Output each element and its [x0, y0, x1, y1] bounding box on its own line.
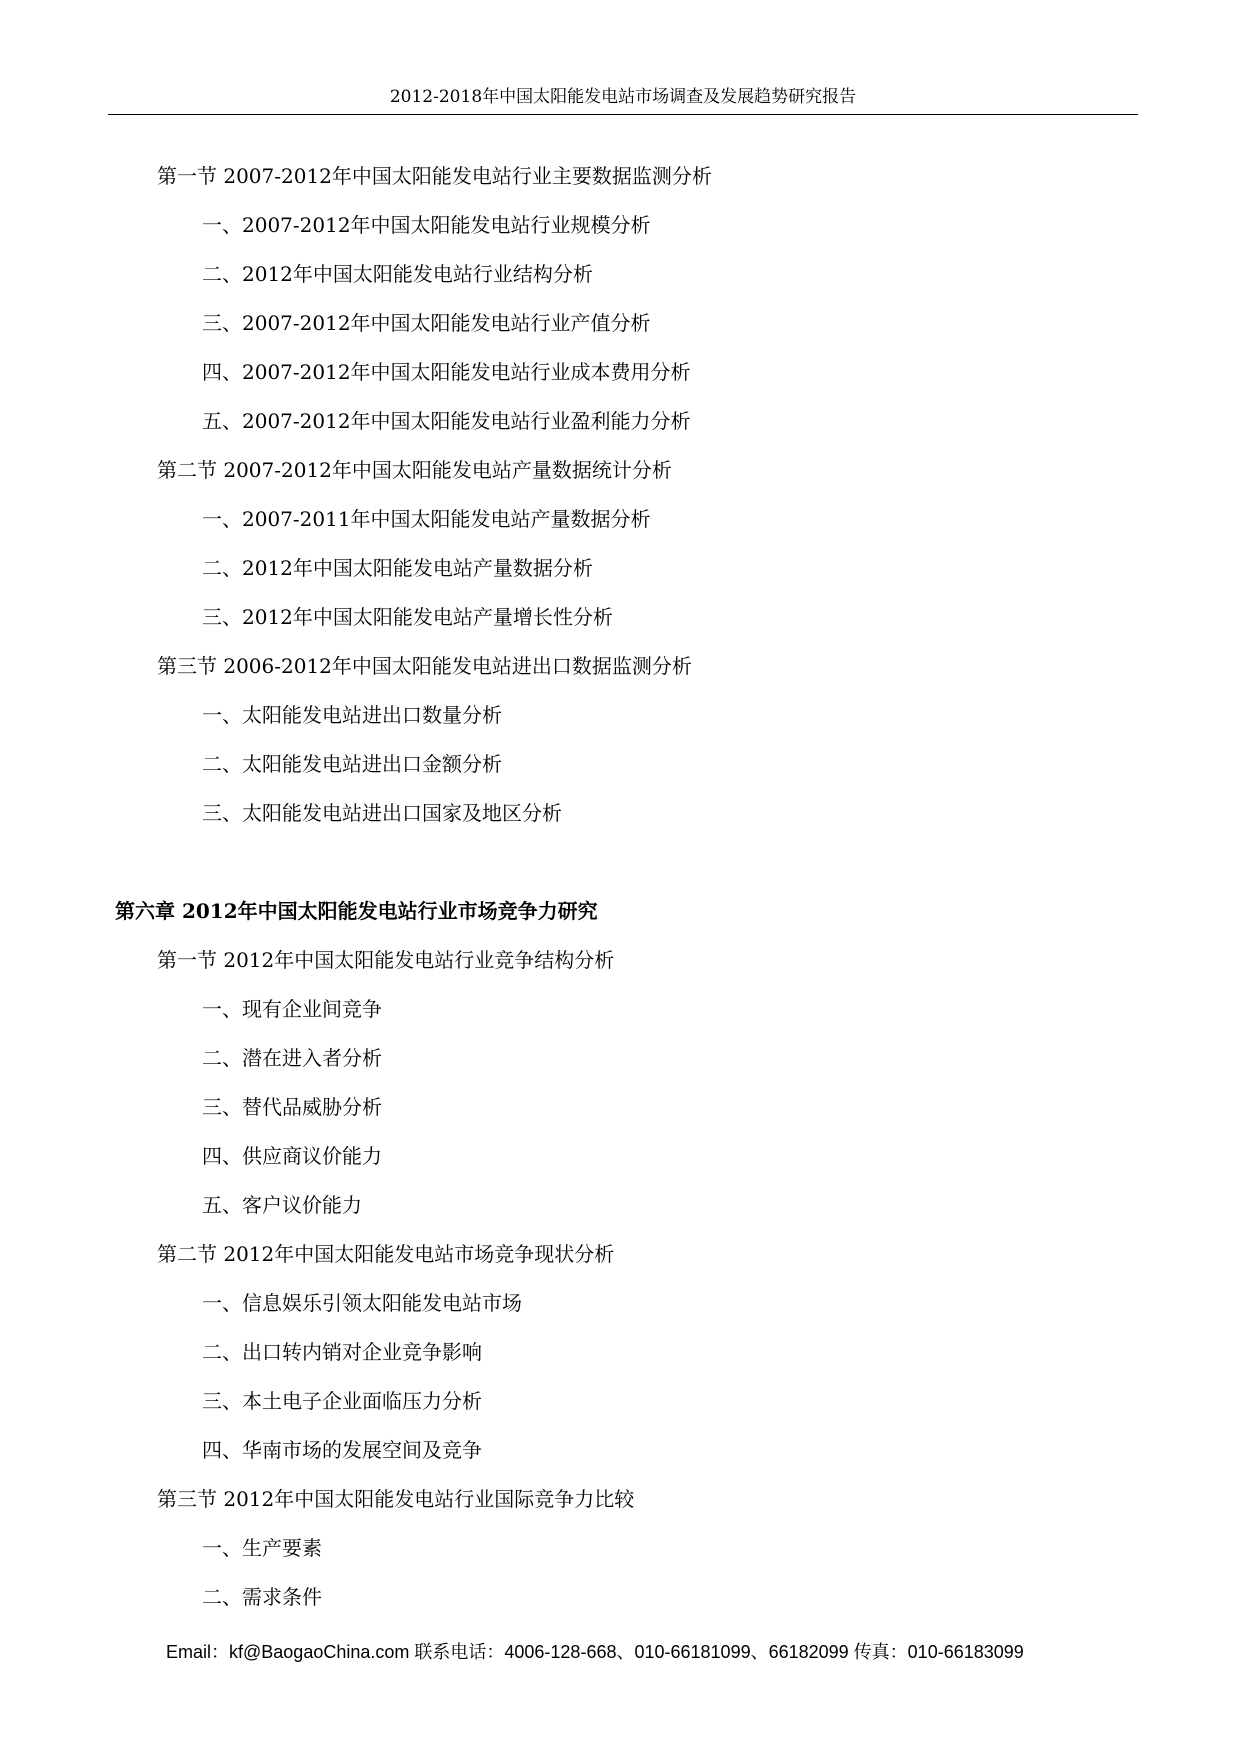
toc-item: 五、2007-2012年中国太阳能发电站行业盈利能力分析 — [202, 409, 691, 433]
toc-item: 一、太阳能发电站进出口数量分析 — [202, 703, 502, 727]
toc-item: 三、2012年中国太阳能发电站产量增长性分析 — [202, 605, 613, 629]
toc-section: 第一节 2012年中国太阳能发电站行业竞争结构分析 — [157, 948, 615, 972]
toc-item: 四、2007-2012年中国太阳能发电站行业成本费用分析 — [202, 360, 691, 384]
toc-chapter-heading: 第六章 2012年中国太阳能发电站行业市场竞争力研究 — [115, 899, 598, 923]
toc-item: 三、太阳能发电站进出口国家及地区分析 — [202, 801, 562, 825]
toc-item: 二、2012年中国太阳能发电站行业结构分析 — [202, 262, 593, 286]
toc-item: 一、2007-2012年中国太阳能发电站行业规模分析 — [202, 213, 651, 237]
toc-item: 四、供应商议价能力 — [202, 1144, 382, 1168]
toc-item: 二、潜在进入者分析 — [202, 1046, 382, 1070]
toc-item: 一、信息娱乐引领太阳能发电站市场 — [202, 1291, 522, 1315]
toc-section: 第二节 2007-2012年中国太阳能发电站产量数据统计分析 — [157, 458, 672, 482]
toc-item: 三、替代品威胁分析 — [202, 1095, 382, 1119]
toc-item: 五、客户议价能力 — [202, 1193, 362, 1217]
toc-item: 三、2007-2012年中国太阳能发电站行业产值分析 — [202, 311, 651, 335]
toc-item: 二、出口转内销对企业竞争影响 — [202, 1340, 482, 1364]
toc-section: 第二节 2012年中国太阳能发电站市场竞争现状分析 — [157, 1242, 615, 1266]
toc-item: 一、2007-2011年中国太阳能发电站产量数据分析 — [202, 507, 651, 531]
toc-item: 一、生产要素 — [202, 1536, 322, 1560]
toc-item: 三、本土电子企业面临压力分析 — [202, 1389, 482, 1413]
toc-item: 二、2012年中国太阳能发电站产量数据分析 — [202, 556, 593, 580]
toc-item: 一、现有企业间竞争 — [202, 997, 382, 1021]
toc-item: 二、太阳能发电站进出口金额分析 — [202, 752, 502, 776]
footer-contact-info: Email：kf@BaogaoChina.com 联系电话：4006-128-668、010-66181099、66182099 传真：010-66183099 — [166, 1642, 1024, 1662]
toc-item: 二、需求条件 — [202, 1585, 322, 1609]
page-header-title: 2012-2018年中国太阳能发电站市场调查及发展趋势研究报告 — [389, 87, 857, 107]
header-divider — [108, 114, 1138, 115]
toc-section: 第三节 2012年中国太阳能发电站行业国际竞争力比较 — [157, 1487, 635, 1511]
toc-section: 第三节 2006-2012年中国太阳能发电站进出口数据监测分析 — [157, 654, 692, 678]
toc-item: 四、华南市场的发展空间及竞争 — [202, 1438, 482, 1462]
toc-section: 第一节 2007-2012年中国太阳能发电站行业主要数据监测分析 — [157, 164, 712, 188]
